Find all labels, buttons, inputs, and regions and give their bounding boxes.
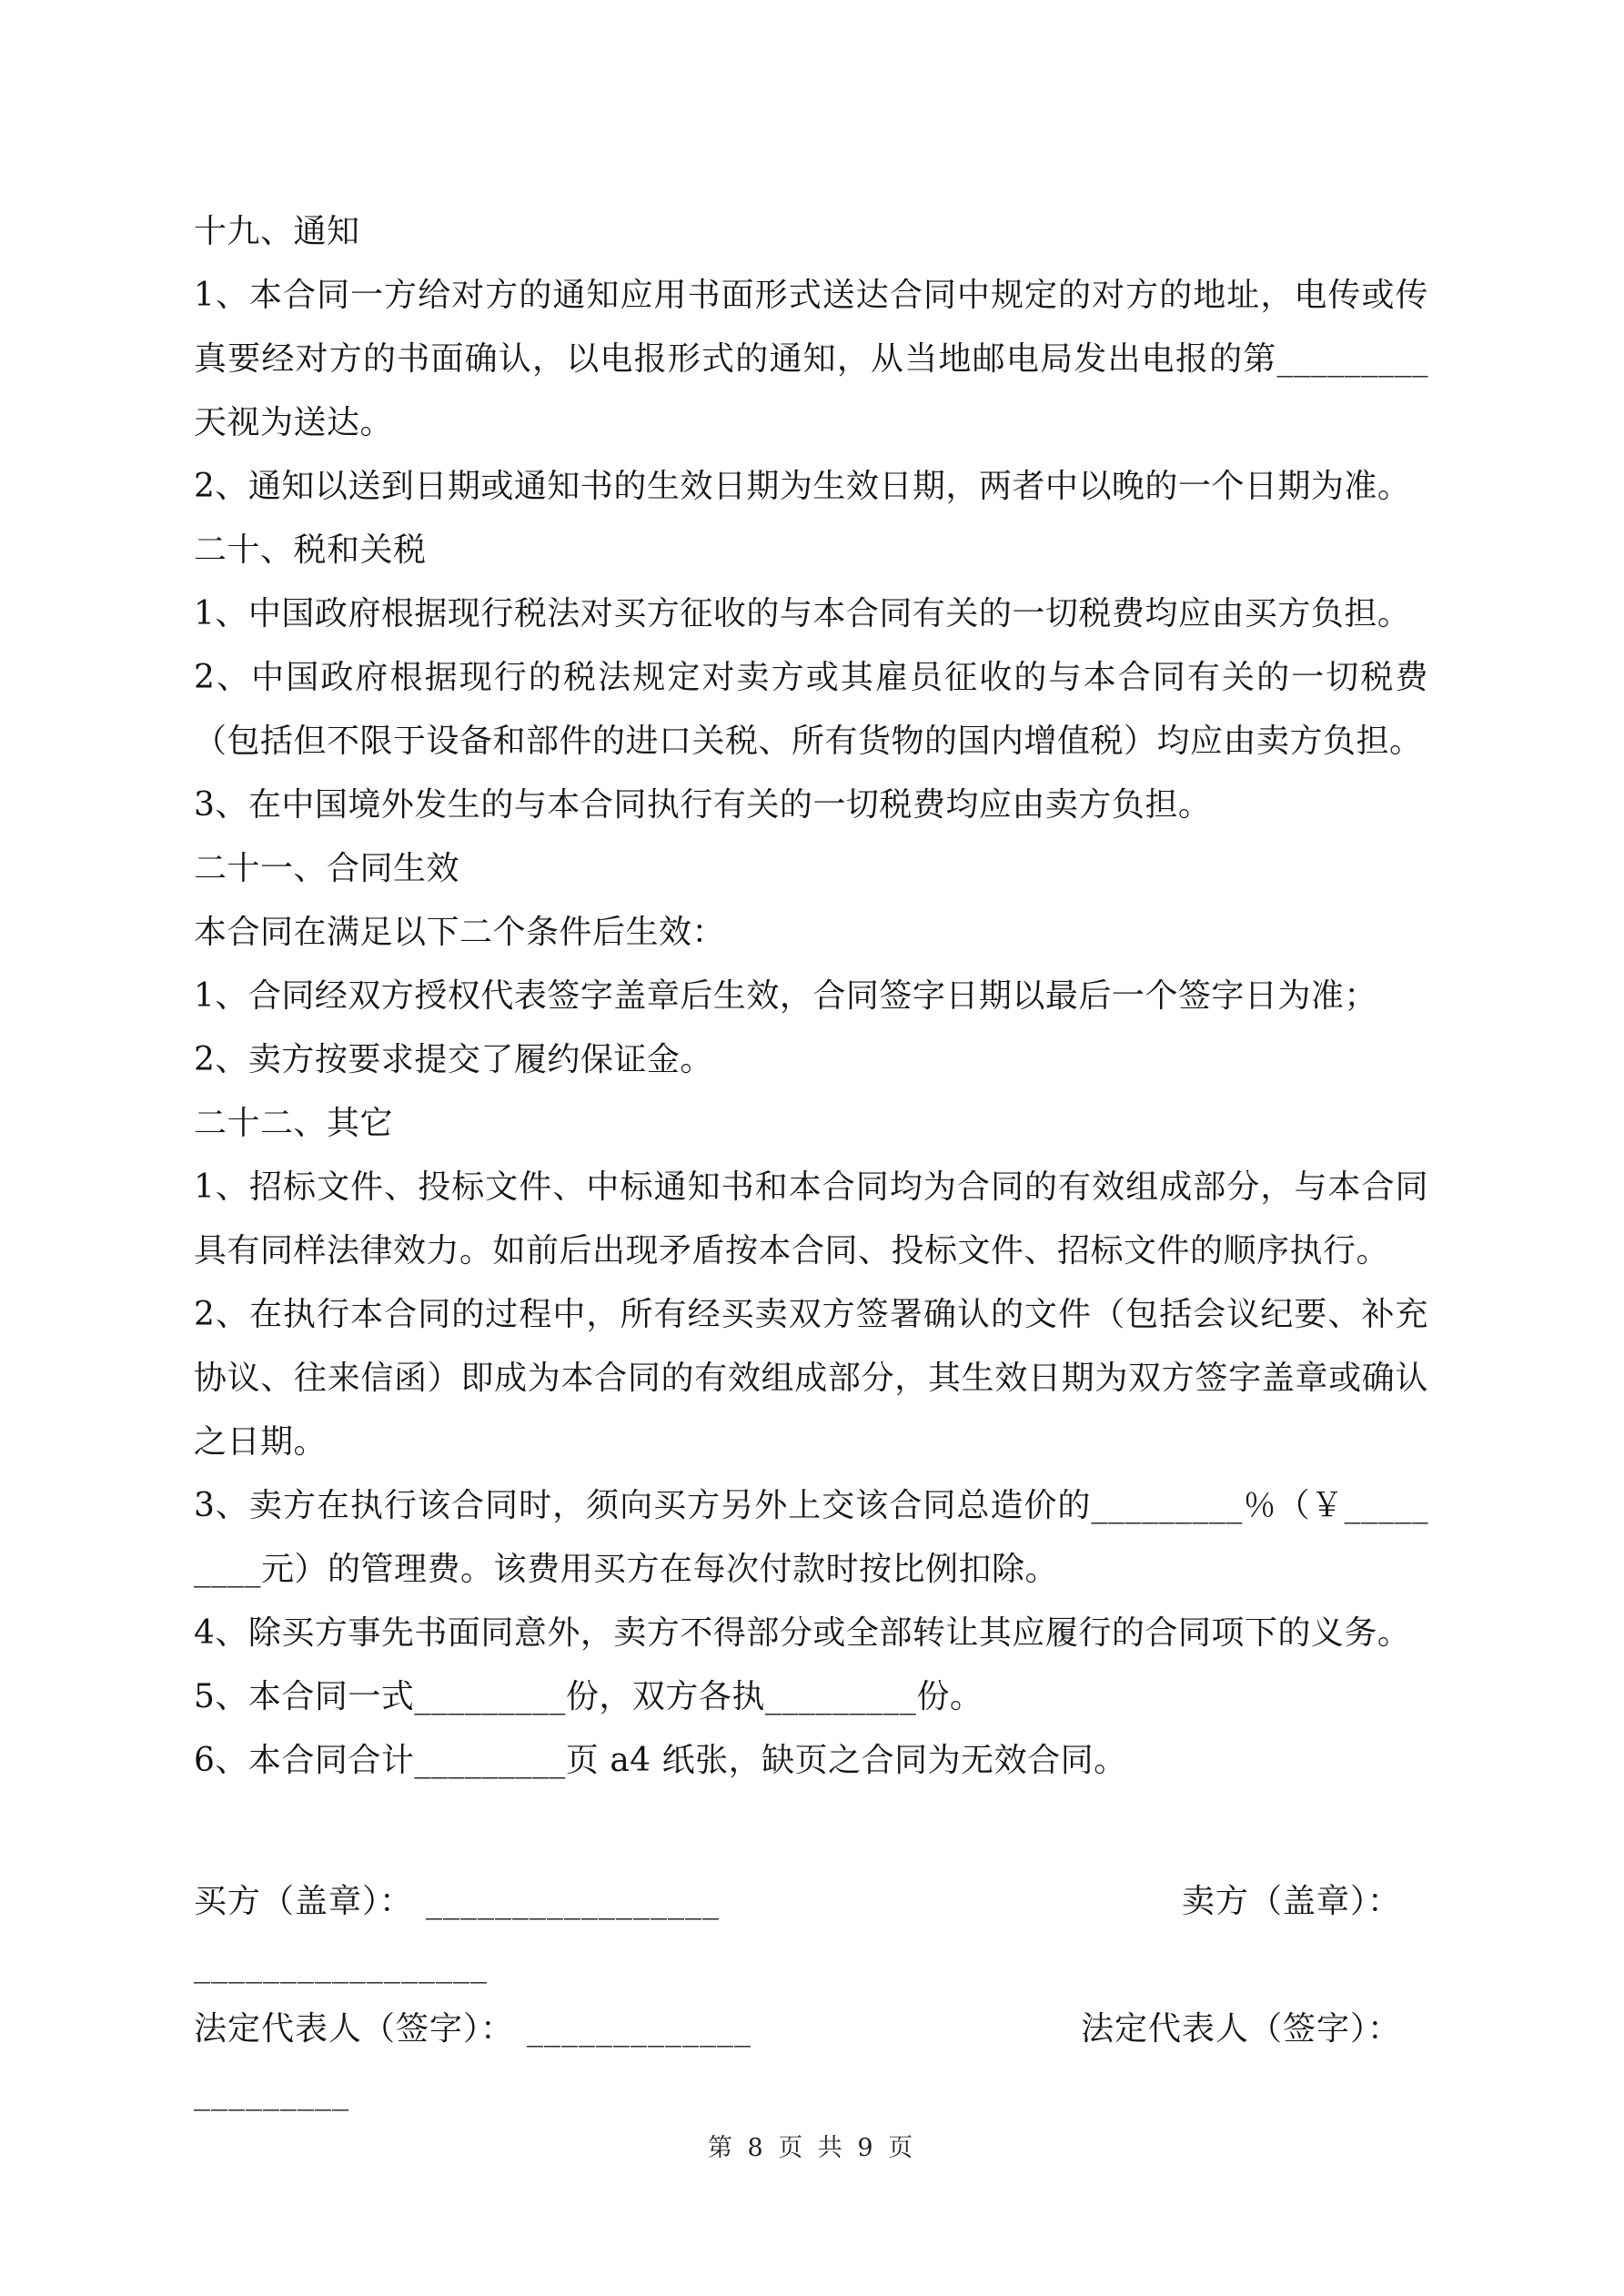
buyer-rep-extra-row xyxy=(194,2061,1428,2125)
buyer-rep-blank: _____________ xyxy=(527,2010,752,2048)
clause-19-1: 1、本合同一方给对方的通知应用书面形式送达合同中规定的对方的地址，电传或传真要经对方的书面确认，以电报形式的通知，从当地邮电局发出电报的第_________天视为送达。 xyxy=(194,277,1428,441)
contract-body xyxy=(194,200,1428,1793)
section-heading-22: 二十二、其它 xyxy=(194,1105,394,1142)
clause-20-1: 1、中国政府根据现行税法对买方征收的与本合同有关的一切税费均应由买方负担。 xyxy=(194,595,1411,632)
clause-19-2: 2、通知以送到日期或通知书的生效日期为生效日期，两者中以晚的一个日期为准。 xyxy=(194,468,1411,505)
buyer-seal-extra-blank: _________________ xyxy=(194,1947,488,1984)
section-heading-19: 十九、通知 xyxy=(194,213,360,250)
buyer-seal-extra-row xyxy=(194,1934,1428,1998)
clause-22-2: 2、在执行本合同的过程中，所有经买卖双方签署确认的文件（包括会议纪要、补充协议、往来信函）即成为本合同的有效组成部分，其生效日期为双方签字盖章或确认之日期。 xyxy=(194,1296,1428,1461)
clause-20-2: 2、中国政府根据现行的税法规定对卖方或其雇员征收的与本合同有关的一切税费（包括但不限于设备和部件的进口关税、所有货物的国内增值税）均应由卖方负担。 xyxy=(194,659,1428,760)
section-heading-20: 二十、税和关税 xyxy=(194,531,427,569)
representative-row xyxy=(194,1998,1428,2061)
clause-22-3: 3、卖方在执行该合同时，须向买方另外上交该合同总造价的_________％（￥_________元）的管理费。该费用买方在每次付款时按比例扣除。 xyxy=(194,1487,1428,1588)
buyer-seal-label: 买方（盖章）： xyxy=(194,1883,414,1920)
clause-22-1: 1、招标文件、投标文件、中标通知书和本合同均为合同的有效组成部分，与本合同具有同样法律效力。如前后出现矛盾按本合同、投标文件、招标文件的顺序执行。 xyxy=(194,1168,1428,1269)
section-heading-21: 二十一、合同生效 xyxy=(194,850,460,887)
clause-21-2: 2、卖方按要求提交了履约保证金。 xyxy=(194,1041,713,1078)
seal-row xyxy=(194,1870,1428,1934)
clause-21-intro: 本合同在满足以下二个条件后生效： xyxy=(194,914,726,951)
seller-seal-label: 卖方（盖章）： xyxy=(1181,1883,1401,1920)
buyer-rep-label: 法定代表人（签字）： xyxy=(194,2010,515,2048)
clause-22-6: 6、本合同合计_________页 a4 纸张，缺页之合同为无效合同。 xyxy=(194,1742,1127,1779)
buyer-seal-blank: _________________ xyxy=(426,1883,721,1920)
clause-21-1: 1、合同经双方授权代表签字盖章后生效，合同签字日期以最后一个签字日为准； xyxy=(194,977,1377,1015)
clause-22-4: 4、除买方事先书面同意外，卖方不得部分或全部转让其应履行的合同项下的义务。 xyxy=(194,1614,1411,1652)
page-number: 第 8 页 共 9 页 xyxy=(707,2134,917,2162)
clause-20-3: 3、在中国境外发生的与本合同执行有关的一切税费均应由卖方负担。 xyxy=(194,786,1212,824)
seller-rep-label: 法定代表人（签字）： xyxy=(1080,2010,1401,2048)
buyer-seal xyxy=(194,1870,720,1934)
buyer-representative xyxy=(194,1998,751,2061)
buyer-rep-extra-blank: _________ xyxy=(194,2074,349,2111)
clause-22-5: 5、本合同一式_________份，双方各执_________份。 xyxy=(194,1678,983,1715)
signature-block xyxy=(194,1870,1428,2125)
